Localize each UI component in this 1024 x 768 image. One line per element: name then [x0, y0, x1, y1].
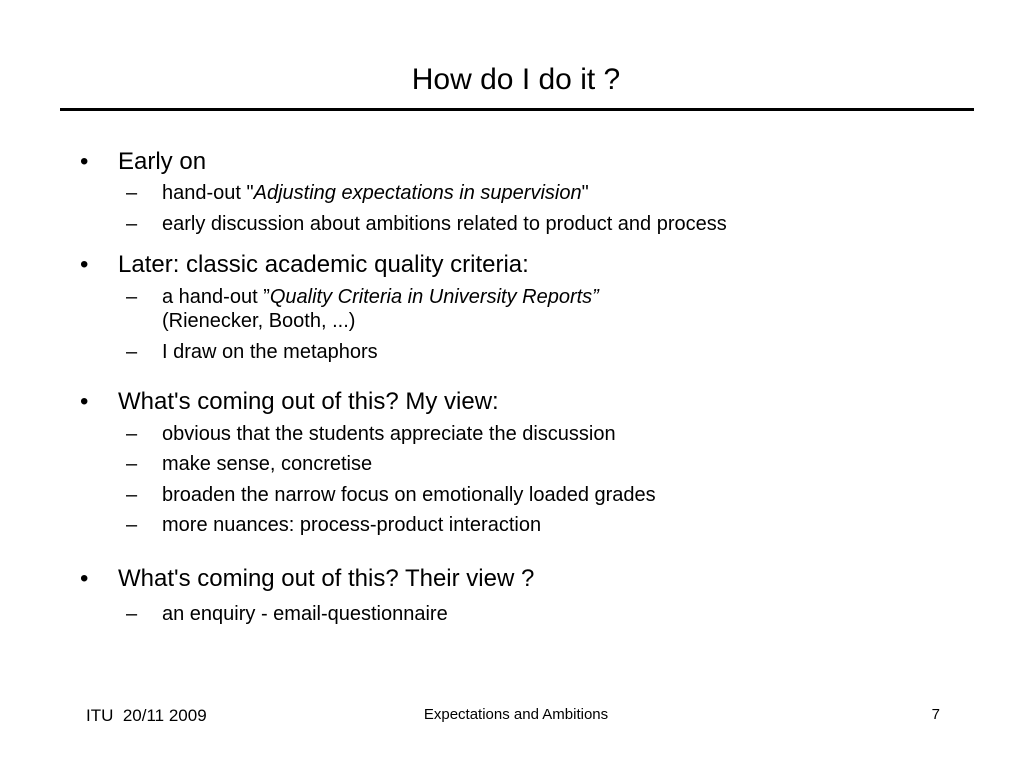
bullet-mark: •	[80, 251, 89, 278]
dash-mark: –	[126, 603, 138, 625]
sub-item-text: an enquiry - email-questionnaire	[162, 603, 448, 625]
sub-item-text: obvious that the students appreciate the discussion	[162, 423, 616, 445]
sub-item-text: a hand-out ”Quality Criteria in University Reports” (Rienecker, Booth, ...)	[162, 286, 599, 332]
bullet-text: What's coming out of this? My view:	[118, 388, 499, 415]
dash-mark: –	[126, 514, 138, 536]
bullet-text: What's coming out of this? Their view ?	[118, 565, 535, 592]
sub-item-text: make sense, concretise	[162, 453, 373, 475]
bullet-mark: •	[80, 148, 89, 175]
dash-mark: –	[126, 286, 138, 308]
dash-mark: –	[126, 213, 138, 235]
page-number: 7	[931, 706, 940, 723]
bullet-text: Later: classic academic quality criteria:	[118, 251, 529, 278]
sub-item-text: more nuances: process-product interaction	[162, 514, 542, 536]
sub-item-text: broaden the narrow focus on emotionally loaded grades	[162, 484, 656, 506]
bullet-mark: •	[80, 565, 89, 592]
dash-mark: –	[126, 453, 138, 475]
bullet-mark: •	[80, 388, 89, 415]
dash-mark: –	[126, 341, 138, 363]
dash-mark: –	[126, 484, 138, 506]
sub-item-continuation: (Rienecker, Booth, ...)	[162, 310, 356, 332]
slide-title: How do I do it ?	[411, 63, 621, 96]
dash-mark: –	[126, 423, 138, 445]
dash-mark: –	[126, 182, 138, 204]
bullet-text: Early on	[118, 148, 207, 175]
footer-date: ITU 20/11 2009	[86, 706, 207, 725]
sub-item-text: hand-out "Adjusting expectations in supervision"	[162, 182, 589, 204]
footer-title: Expectations and Ambitions	[423, 706, 609, 723]
sub-item-text: I draw on the metaphors	[162, 341, 378, 363]
sub-item-text: early discussion about ambitions related to product and process	[162, 213, 727, 235]
